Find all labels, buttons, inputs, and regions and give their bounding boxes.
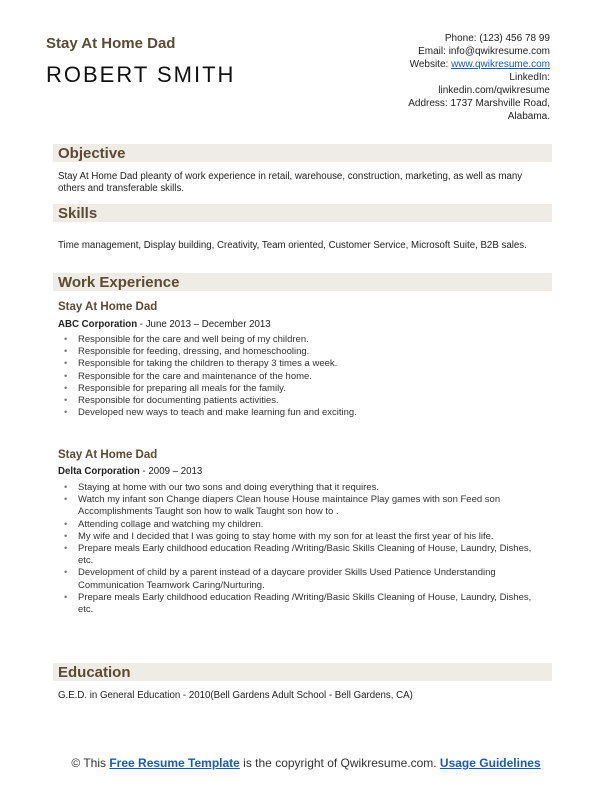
copyright-footer	[0, 756, 612, 771]
footer-prefix: © This	[71, 756, 110, 770]
bullet-icon: •	[64, 482, 68, 493]
footer-middle: is the copyright of Qwikresume.com.	[239, 756, 440, 770]
objective-section-bar	[53, 144, 552, 162]
job-1-company-line	[58, 319, 271, 330]
job-1-role: Stay At Home Dad	[58, 301, 158, 313]
contact-website: Website: www.qwikresume.com	[409, 59, 550, 70]
candidate-name: ROBERT SMITH	[46, 62, 236, 87]
work-experience-heading: Work Experience	[58, 274, 180, 291]
job-2-role: Stay At Home Dad	[58, 449, 158, 461]
bullet-icon: •	[64, 346, 68, 358]
list-item: • Watch my infant son Change diapers Clean house House maintaince Play games with son Feed son Accomplishments Taught son how to walk Taught son how to .	[64, 494, 501, 518]
contact-address: Address: 1737 Marshville Road,	[408, 98, 550, 109]
skills-text: Time management, Display building, Creativity, Team oriented, Customer Service, Microsoft Suite, B2B sales.	[58, 240, 527, 251]
contact-linkedin-label: LinkedIn:	[509, 72, 550, 83]
job-1-company: ABC Corporation	[58, 319, 138, 330]
bullet-icon: •	[64, 567, 68, 579]
bullet-icon: •	[64, 543, 68, 555]
contact-block	[290, 32, 550, 123]
resume-job-title: Stay At Home Dad	[46, 35, 176, 52]
bullet-icon: •	[64, 591, 68, 603]
bullet-icon: •	[64, 334, 68, 345]
bullet-icon: •	[64, 382, 68, 394]
usage-guidelines-link[interactable]: Usage Guidelines	[439, 756, 541, 770]
bullet-icon: •	[64, 407, 68, 419]
website-link[interactable]: www.qwikresume.com	[451, 59, 550, 70]
objective-heading: Objective	[58, 145, 126, 162]
list-item: • Development of child by a parent instead of a daycare provider Skills Used Patience Understanding Communication Teamwork Caring/Nurturing.	[64, 567, 496, 591]
contact-email: Email: info@qwikresume.com	[418, 46, 550, 57]
contact-phone: Phone: (123) 456 78 99	[444, 33, 550, 44]
list-item: • Prepare meals Early childhood education Reading /Writing/Basic Skills Cleaning of House, Laundry, Dishes, etc.	[64, 591, 532, 616]
list-item: • My wife and I decided that I was going to stay home with my son for at least the first year of his life.	[64, 530, 494, 542]
list-item: • Developed new ways to teach and make learning fun and exciting.	[64, 407, 357, 419]
bullet-icon: •	[64, 370, 68, 382]
list-item: • Responsible for the care and well being of my children.	[64, 334, 309, 345]
bullet-icon: •	[64, 395, 68, 407]
job-2-company: Delta Corporation	[58, 466, 140, 477]
list-item: • Responsible for documenting patients activities.	[64, 395, 279, 407]
list-item: • Attending collage and watching my children.	[64, 518, 264, 530]
list-item: • Prepare meals Early childhood education Reading /Writing/Basic Skills Cleaning of House, Laundry, Dishes, etc.	[64, 543, 532, 567]
free-resume-template-link[interactable]: Free Resume Template	[109, 756, 240, 770]
bullet-icon: •	[64, 494, 68, 506]
job-2-company-line	[58, 466, 202, 477]
job-1-bullet-list	[58, 334, 546, 419]
skills-section-bar	[53, 204, 552, 222]
job-2-dates: - 2009 – 2013	[139, 466, 203, 477]
bullet-icon: •	[64, 530, 68, 542]
education-text: G.E.D. in General Education - 2010(Bell Gardens Adult School - Bell Gardens, CA)	[58, 690, 413, 701]
skills-heading: Skills	[58, 205, 98, 222]
education-heading: Education	[58, 664, 131, 681]
contact-address-line2: Alabama.	[507, 111, 550, 122]
list-item: • Responsible for taking the children to therapy 3 times a week.	[64, 358, 338, 370]
objective-text: Stay At Home Dad pleanty of work experience in retail, warehouse, construction, marketing, as well as many others and transferable skills.	[58, 171, 523, 194]
bullet-icon: •	[64, 518, 68, 530]
job-2-bullet-list	[58, 482, 546, 616]
contact-linkedin: linkedin.com/qwikresume	[438, 85, 550, 96]
list-item: • Responsible for feeding, dressing, and homeschooling.	[64, 346, 310, 358]
bullet-icon: •	[64, 358, 68, 370]
list-item: • Responsible for preparing all meals for the family.	[64, 382, 286, 394]
list-item: • Staying at home with our two sons and doing everything that it requires.	[64, 482, 380, 493]
list-item: • Responsible for the care and maintenance of the home.	[64, 370, 312, 382]
job-1-dates: - June 2013 – December 2013	[137, 319, 271, 330]
